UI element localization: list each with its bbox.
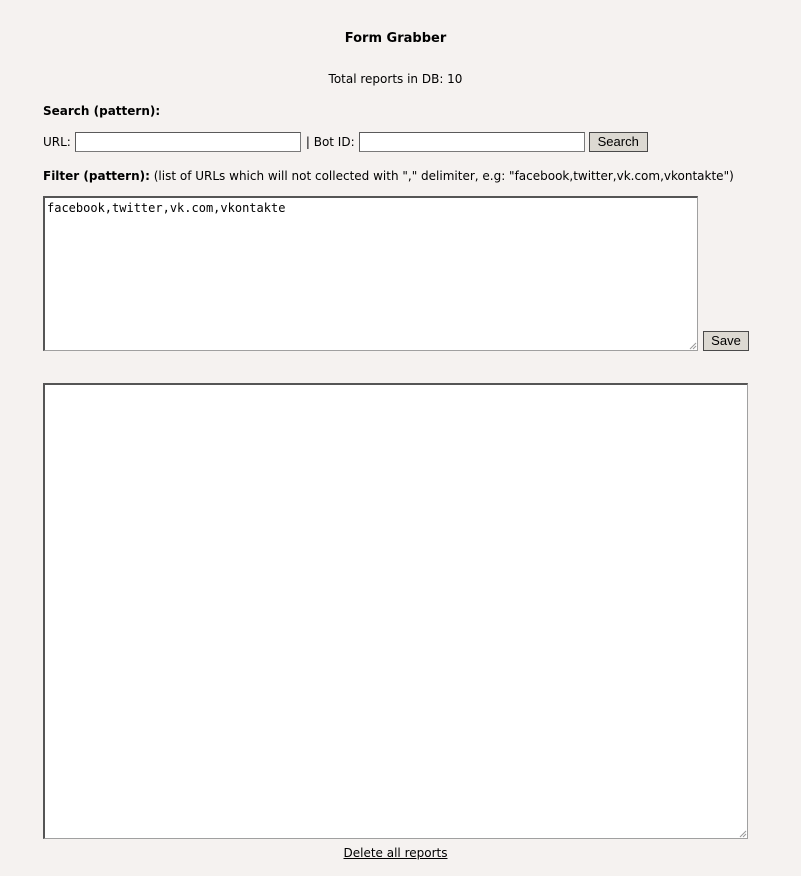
search-row: [43, 131, 648, 153]
resize-grip-icon[interactable]: [689, 342, 697, 350]
url-label: URL:: [43, 135, 71, 149]
bot-id-label: | Bot ID:: [305, 135, 355, 149]
search-button[interactable]: Search: [589, 132, 648, 152]
reports-textarea[interactable]: [43, 383, 748, 839]
total-reports-count: Total reports in DB: 10: [328, 72, 463, 86]
resize-grip-icon[interactable]: [739, 830, 747, 838]
filter-heading: Filter (pattern):: [43, 169, 150, 183]
filter-textarea[interactable]: [43, 196, 698, 351]
delete-all-reports-link[interactable]: Delete all reports: [343, 846, 448, 860]
save-filter-button[interactable]: Save: [703, 331, 749, 351]
search-heading: Search (pattern):: [43, 104, 161, 118]
delete-link-container: [0, 846, 791, 860]
url-search-input[interactable]: [75, 132, 301, 152]
page-title: Form Grabber: [344, 31, 447, 46]
filter-heading-line: [43, 169, 734, 183]
bot-id-search-input[interactable]: [359, 132, 585, 152]
filter-hint: (list of URLs which will not collected with "," delimiter, e.g: "facebook,twitter,vk.com,vkontakte"): [153, 169, 734, 183]
